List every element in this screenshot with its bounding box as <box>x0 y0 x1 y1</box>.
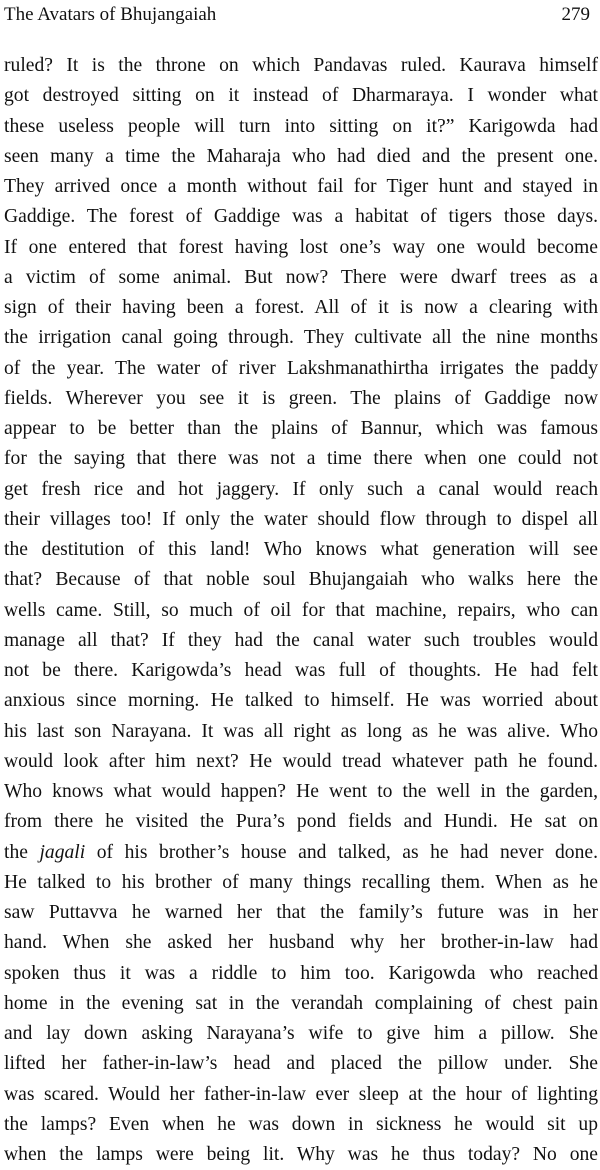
text-line: Gaddige. The forest of Gaddige was a habitat of tigers those days. <box>4 206 598 228</box>
text-line: his last son Narayana. It was all right as long as he was alive. Who <box>4 720 598 742</box>
text-line: the destitution of this land! Who knows what generation will see <box>4 539 598 560</box>
text-line: from there he visited the Pura’s pond fields and Hundi. He sat on <box>4 811 598 833</box>
text-line: spoken thus it was a riddle to him too. Karigowda who reached <box>4 962 598 984</box>
text-line: saw Puttavva he warned her that the family’s future was in her <box>4 902 598 923</box>
text-line: Who knows what would happen? He went to the well in the garden, <box>4 781 598 802</box>
text-line: of the year. The water of river Lakshmanathirtha irrigates the paddy <box>4 357 598 379</box>
text-line: ruled? It is the throne on which Pandavas ruled. Kaurava himself <box>4 55 598 76</box>
text-line: He talked to his brother of many things recalling them. When as he <box>4 871 598 893</box>
text-line: sign of their having been a forest. All of it is now a clearing with <box>4 297 598 318</box>
text-line: was scared. Would her father-in-law ever sleep at the hour of lighting <box>4 1083 598 1105</box>
text-line: when the lamps were being lit. Why was he thus today? No one <box>4 1144 598 1165</box>
text-line: They arrived once a month without fail for Tiger hunt and stayed in <box>4 176 598 197</box>
text-line: get fresh rice and hot jaggery. If only such a canal would reach <box>4 478 598 500</box>
jagali-line-end: of his brother’s house and talked, as he had never done. <box>85 841 598 863</box>
running-title: The Avatars of Bhujangaiah <box>4 4 217 25</box>
text-line: If one entered that forest having lost one’s way one would become <box>4 236 598 258</box>
text-line: would look after him next? He would tread whatever path he found. <box>4 750 598 772</box>
text-line: their villages too! If only the water should flow through to dispel all <box>4 508 598 530</box>
running-head <box>4 0 590 34</box>
text-line: a victim of some animal. But now? There were dwarf trees as a <box>4 266 598 288</box>
text-line: fields. Wherever you see it is green. The plains of Gaddige now <box>4 387 598 409</box>
text-line: the lamps? Even when he was down in sickness he would sit up <box>4 1113 598 1135</box>
text-line: for the saying that there was not a time there when one could not <box>4 448 598 470</box>
text-line: not be there. Karigowda’s head was full of thoughts. He had felt <box>4 660 598 681</box>
text-line: wells came. Still, so much of oil for that machine, repairs, who can <box>4 599 598 621</box>
jagali-line-start: the <box>4 841 40 863</box>
text-line: got destroyed sitting on it instead of Dharmaraya. I wonder what <box>4 85 598 107</box>
text-line: that? Because of that noble soul Bhujangaiah who walks here the <box>4 569 598 591</box>
text-line: manage all that? If they had the canal water such troubles would <box>4 629 598 651</box>
text-line: home in the evening sat in the verandah complaining of chest pain <box>4 992 598 1014</box>
text-line: lifted her father-in-law’s head and placed the pillow under. She <box>4 1053 598 1075</box>
text-line: hand. When she asked her husband why her brother-in-law had <box>4 932 598 954</box>
text-line: the irrigation canal going through. They cultivate all the nine months <box>4 327 598 349</box>
text-line: appear to be better than the plains of Bannur, which was famous <box>4 418 598 439</box>
text-line-jagali <box>4 838 598 868</box>
italic-term-jagali: jagali <box>39 841 86 863</box>
page-number: 279 <box>561 4 590 25</box>
page-body-text <box>4 51 598 1170</box>
text-line: these useless people will turn into sitting on it?” Karigowda had <box>4 115 598 137</box>
text-line: and lay down asking Narayana’s wife to give him a pillow. She <box>4 1023 598 1044</box>
text-line: anxious since morning. He talked to himself. He was worried about <box>4 690 598 712</box>
text-line: seen many a time the Maharaja who had died and the present one. <box>4 145 598 167</box>
